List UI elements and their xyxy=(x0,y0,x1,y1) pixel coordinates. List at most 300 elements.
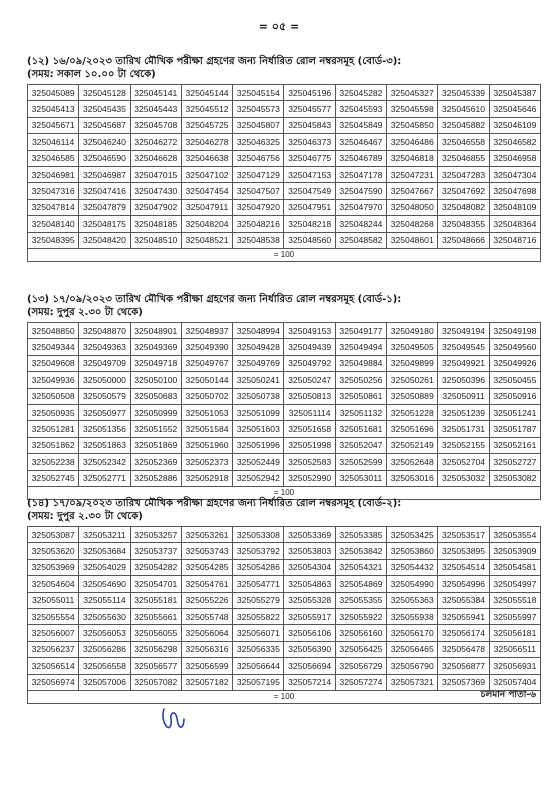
roll-number-cell: 325051681 xyxy=(335,421,386,437)
roll-number-cell: 325056160 xyxy=(335,625,386,641)
roll-number-cell: 325050144 xyxy=(181,372,232,388)
roll-number-cell: 325051099 xyxy=(233,404,284,420)
roll-number-cell: 325054690 xyxy=(79,576,130,592)
roll-number-cell: 325056106 xyxy=(284,625,335,641)
roll-number-cell: 325045144 xyxy=(181,85,232,101)
roll-number-cell: 325054285 xyxy=(181,559,232,575)
roll-number-cell: 325051658 xyxy=(284,421,335,437)
roll-number-cell: 325053743 xyxy=(181,543,232,559)
roll-number-cell: 325047920 xyxy=(233,199,284,215)
roll-number-cell: 325048050 xyxy=(387,199,438,215)
roll-number-cell: 325052727 xyxy=(489,454,540,470)
roll-number-cell: 325056729 xyxy=(335,658,386,674)
roll-number-cell: 325045387 xyxy=(489,85,540,101)
table-row xyxy=(28,608,541,624)
roll-number-cell: 325056316 xyxy=(181,641,232,657)
roll-number-cell: 325053261 xyxy=(181,527,232,543)
roll-number-cell: 325046582 xyxy=(489,134,540,150)
roll-number-cell: 325055363 xyxy=(387,592,438,608)
roll-number-cell: 325055011 xyxy=(28,592,79,608)
total-row xyxy=(28,690,541,703)
roll-number-cell: 325050911 xyxy=(438,388,489,404)
roll-number-cell: 325049769 xyxy=(233,355,284,371)
roll-number-cell: 325045154 xyxy=(233,85,284,101)
roll-number-cell: 325051552 xyxy=(130,421,181,437)
roll-number-cell: 325056931 xyxy=(489,658,540,674)
roll-number-cell: 325053369 xyxy=(284,527,335,543)
total-row xyxy=(28,248,541,261)
roll-number-cell: 325051869 xyxy=(130,437,181,453)
section-title: (১২) ১৬/০৯/২০২৩ তারিখ মৌখিক পরীক্ষা গ্রহণের জন্য নির্ধারিত রোল নম্বরসমূহ (বোর্ড-৩): xyxy=(27,56,402,67)
table-row xyxy=(28,323,541,339)
roll-number-cell: 325046373 xyxy=(284,134,335,150)
roll-number-cell: 325054581 xyxy=(489,559,540,575)
roll-number-cell: 325053011 xyxy=(335,470,386,486)
page-number: = ০৫ = xyxy=(258,20,300,33)
roll-number-cell: 325055328 xyxy=(284,592,335,608)
roll-number-cell: 325045593 xyxy=(335,101,386,117)
roll-number-cell: 325050738 xyxy=(233,388,284,404)
roll-number-cell: 325053895 xyxy=(438,543,489,559)
table-row xyxy=(28,527,541,543)
roll-number-cell: 325054432 xyxy=(387,559,438,575)
table-row xyxy=(28,470,541,486)
roll-number-cell: 325045849 xyxy=(335,117,386,133)
roll-number-cell: 325049921 xyxy=(438,355,489,371)
roll-number-cell: 325050261 xyxy=(387,372,438,388)
roll-number-cell: 325050916 xyxy=(489,388,540,404)
roll-number-cell: 325047015 xyxy=(130,166,181,182)
roll-number-cell: 325047590 xyxy=(335,183,386,199)
roll-number-cell: 325055938 xyxy=(387,608,438,624)
roll-number-cell: 325054282 xyxy=(130,559,181,575)
roll-number-cell: 325054869 xyxy=(335,576,386,592)
roll-number-cell: 325050999 xyxy=(130,404,181,420)
table-row xyxy=(28,101,541,117)
roll-number-cell: 325054990 xyxy=(387,576,438,592)
roll-number-cell: 325055181 xyxy=(130,592,181,608)
roll-number-cell: 325046981 xyxy=(28,166,79,182)
roll-number-cell: 325046486 xyxy=(387,134,438,150)
roll-number-cell: 325048109 xyxy=(489,199,540,215)
table-row xyxy=(28,85,541,101)
roll-number-cell: 325047416 xyxy=(79,183,130,199)
roll-number-cell: 325045850 xyxy=(387,117,438,133)
roll-number-cell: 325056286 xyxy=(79,641,130,657)
roll-number-cell: 325054761 xyxy=(181,576,232,592)
roll-number-cell: 325053620 xyxy=(28,543,79,559)
roll-number-cell: 325046756 xyxy=(233,150,284,166)
table-row xyxy=(28,355,541,371)
section-14 xyxy=(27,497,541,704)
roll-number-cell: 325056181 xyxy=(489,625,540,641)
roll-number-cell: 325050100 xyxy=(130,372,181,388)
roll-number-cell: 325046325 xyxy=(233,134,284,150)
roll-number-cell: 325052155 xyxy=(438,437,489,453)
roll-number-cell: 325050861 xyxy=(335,388,386,404)
roll-number-cell: 325056877 xyxy=(438,658,489,674)
roll-number-cell: 325057006 xyxy=(79,674,130,690)
section-time: (সময়: দুপুর ২.৩০ টা থেকে) xyxy=(27,307,143,318)
roll-number-cell: 325052886 xyxy=(130,470,181,486)
roll-number-cell: 325048870 xyxy=(79,323,130,339)
roll-number-cell: 325056237 xyxy=(28,641,79,657)
roll-number-cell: 325051960 xyxy=(181,437,232,453)
roll-number-cell: 325056511 xyxy=(489,641,540,657)
roll-number-cell: 325051239 xyxy=(438,404,489,420)
roll-number-cell: 325056390 xyxy=(284,641,335,657)
roll-number-cell: 325045843 xyxy=(284,117,335,133)
roll-number-cell: 325046818 xyxy=(387,150,438,166)
roll-number-cell: 325047911 xyxy=(181,199,232,215)
roll-number-cell: 325055554 xyxy=(28,608,79,624)
roll-number-cell: 325053211 xyxy=(79,527,130,543)
roll-number-cell: 325053257 xyxy=(130,527,181,543)
roll-number-cell: 325056577 xyxy=(130,658,181,674)
roll-number-cell: 325046558 xyxy=(438,134,489,150)
roll-number-cell: 325054286 xyxy=(233,559,284,575)
roll-number-cell: 325052047 xyxy=(335,437,386,453)
roll-number-cell: 325051114 xyxy=(284,404,335,420)
table-row xyxy=(28,592,541,608)
signature-stroke xyxy=(163,709,184,728)
roll-number-cell: 325045598 xyxy=(387,101,438,117)
roll-table xyxy=(27,322,541,500)
roll-number-cell: 325056790 xyxy=(387,658,438,674)
roll-number-cell: 325048268 xyxy=(387,216,438,232)
roll-number-cell: 325050508 xyxy=(28,388,79,404)
roll-number-cell: 325056007 xyxy=(28,625,79,641)
roll-number-cell: 325052990 xyxy=(284,470,335,486)
roll-number-cell: 325049899 xyxy=(387,355,438,371)
roll-number-cell: 325056694 xyxy=(284,658,335,674)
roll-number-cell: 325051696 xyxy=(387,421,438,437)
roll-number-cell: 325055822 xyxy=(233,608,284,624)
roll-number-cell: 325049709 xyxy=(79,355,130,371)
roll-number-cell: 325056064 xyxy=(181,625,232,641)
roll-number-cell: 325048994 xyxy=(233,323,284,339)
table-row xyxy=(28,576,541,592)
roll-number-cell: 325046775 xyxy=(284,150,335,166)
section-13 xyxy=(27,293,541,500)
roll-number-cell: 325051863 xyxy=(79,437,130,453)
roll-number-cell: 325048510 xyxy=(130,232,181,248)
roll-number-cell: 325054771 xyxy=(233,576,284,592)
roll-number-cell: 325055997 xyxy=(489,608,540,624)
table-row xyxy=(28,134,541,150)
roll-number-cell: 325054514 xyxy=(438,559,489,575)
roll-number-cell: 325051731 xyxy=(438,421,489,437)
roll-number-cell: 325049180 xyxy=(387,323,438,339)
table-row xyxy=(28,199,541,215)
roll-number-cell: 325046278 xyxy=(181,134,232,150)
roll-number-cell: 325056170 xyxy=(387,625,438,641)
roll-number-cell: 325047283 xyxy=(438,166,489,182)
roll-number-cell: 325048395 xyxy=(28,232,79,248)
roll-number-cell: 325051281 xyxy=(28,421,79,437)
roll-number-cell: 325046585 xyxy=(28,150,79,166)
table-row xyxy=(28,559,541,575)
roll-number-cell: 325053792 xyxy=(233,543,284,559)
roll-number-cell: 325047667 xyxy=(387,183,438,199)
roll-number-cell: 325046240 xyxy=(79,134,130,150)
roll-number-cell: 325045512 xyxy=(181,101,232,117)
roll-number-cell: 325049390 xyxy=(181,339,232,355)
roll-number-cell: 325046109 xyxy=(489,117,540,133)
section-title: (১৩) ১৭/০৯/২০২৩ তারিখ মৌখিক পরীক্ষা গ্রহণের জন্য নির্ধারিত রোল নম্বরসমূহ (বোর্ড-১): xyxy=(27,294,402,305)
roll-number-cell: 325048216 xyxy=(233,216,284,232)
roll-number-cell: 325046590 xyxy=(79,150,130,166)
roll-number-cell: 325048218 xyxy=(284,216,335,232)
roll-number-cell: 325048601 xyxy=(387,232,438,248)
roll-number-cell: 325048175 xyxy=(79,216,130,232)
roll-number-cell: 325046114 xyxy=(28,134,79,150)
roll-number-cell: 325049194 xyxy=(438,323,489,339)
roll-number-cell: 325049884 xyxy=(335,355,386,371)
roll-number-cell: 325053308 xyxy=(233,527,284,543)
roll-number-cell: 325049198 xyxy=(489,323,540,339)
roll-number-cell: 325047316 xyxy=(28,183,79,199)
roll-number-cell: 325049718 xyxy=(130,355,181,371)
roll-number-cell: 325052373 xyxy=(181,454,232,470)
roll-number-cell: 325053087 xyxy=(28,527,79,543)
roll-number-cell: 325045671 xyxy=(28,117,79,133)
total-count: = 100 xyxy=(28,486,541,499)
roll-number-cell: 325057321 xyxy=(387,674,438,690)
roll-number-cell: 325051241 xyxy=(489,404,540,420)
roll-number-cell: 325054321 xyxy=(335,559,386,575)
roll-number-cell: 325053385 xyxy=(335,527,386,543)
roll-number-cell: 325046855 xyxy=(438,150,489,166)
roll-number-cell: 325048420 xyxy=(79,232,130,248)
roll-number-cell: 325049177 xyxy=(335,323,386,339)
roll-number-cell: 325056174 xyxy=(438,625,489,641)
section-time: (সময়: সকাল ১০.০০ টা থেকে) xyxy=(27,69,156,80)
roll-number-cell: 325045725 xyxy=(181,117,232,133)
roll-number-cell: 325047304 xyxy=(489,166,540,182)
roll-number-cell: 325056599 xyxy=(181,658,232,674)
roll-number-cell: 325053554 xyxy=(489,527,540,543)
roll-number-cell: 325056558 xyxy=(79,658,130,674)
roll-number-cell: 325047698 xyxy=(489,183,540,199)
roll-number-cell: 325048355 xyxy=(438,216,489,232)
roll-number-cell: 325053737 xyxy=(130,543,181,559)
roll-number-cell: 325049439 xyxy=(284,339,335,355)
roll-number-cell: 325055748 xyxy=(181,608,232,624)
roll-number-cell: 325049153 xyxy=(284,323,335,339)
roll-number-cell: 325050241 xyxy=(233,372,284,388)
roll-number-cell: 325052161 xyxy=(489,437,540,453)
roll-number-cell: 325047970 xyxy=(335,199,386,215)
roll-number-cell: 325049792 xyxy=(284,355,335,371)
roll-number-cell: 325045413 xyxy=(28,101,79,117)
table-row xyxy=(28,421,541,437)
roll-number-cell: 325047902 xyxy=(130,199,181,215)
roll-number-cell: 325053909 xyxy=(489,543,540,559)
roll-number-cell: 325046467 xyxy=(335,134,386,150)
roll-number-cell: 325047692 xyxy=(438,183,489,199)
roll-number-cell: 325050702 xyxy=(181,388,232,404)
roll-number-cell: 325052238 xyxy=(28,454,79,470)
roll-number-cell: 325050579 xyxy=(79,388,130,404)
roll-number-cell: 325052449 xyxy=(233,454,284,470)
roll-number-cell: 325045708 xyxy=(130,117,181,133)
roll-number-cell: 325057404 xyxy=(489,674,540,690)
roll-number-cell: 325051053 xyxy=(181,404,232,420)
table-row xyxy=(28,150,541,166)
roll-number-cell: 325046958 xyxy=(489,150,540,166)
roll-number-cell: 325052342 xyxy=(79,454,130,470)
table-row xyxy=(28,404,541,420)
total-count: = 100 xyxy=(28,690,541,703)
roll-number-cell: 325049428 xyxy=(233,339,284,355)
roll-number-cell: 325056298 xyxy=(130,641,181,657)
table-row xyxy=(28,454,541,470)
roll-number-cell: 325048901 xyxy=(130,323,181,339)
roll-number-cell: 325054304 xyxy=(284,559,335,575)
roll-number-cell: 325045573 xyxy=(233,101,284,117)
roll-table xyxy=(27,526,541,704)
table-row xyxy=(28,388,541,404)
roll-number-cell: 325055941 xyxy=(438,608,489,624)
roll-number-cell: 325045327 xyxy=(387,85,438,101)
table-row xyxy=(28,216,541,232)
roll-number-cell: 325045339 xyxy=(438,85,489,101)
roll-number-cell: 325046628 xyxy=(130,150,181,166)
roll-number-cell: 325046789 xyxy=(335,150,386,166)
roll-number-cell: 325055917 xyxy=(284,608,335,624)
roll-table xyxy=(27,84,541,262)
roll-number-cell: 325054997 xyxy=(489,576,540,592)
roll-number-cell: 325055384 xyxy=(438,592,489,608)
roll-number-cell: 325045577 xyxy=(284,101,335,117)
table-row xyxy=(28,117,541,133)
roll-number-cell: 325051862 xyxy=(28,437,79,453)
roll-number-cell: 325052599 xyxy=(335,454,386,470)
roll-number-cell: 325047879 xyxy=(79,199,130,215)
roll-number-cell: 325053969 xyxy=(28,559,79,575)
roll-number-cell: 325045610 xyxy=(438,101,489,117)
roll-number-cell: 325045282 xyxy=(335,85,386,101)
roll-number-cell: 325047178 xyxy=(335,166,386,182)
table-row xyxy=(28,543,541,559)
total-count: = 100 xyxy=(28,248,541,261)
roll-number-cell: 325045882 xyxy=(438,117,489,133)
roll-number-cell: 325047814 xyxy=(28,199,79,215)
roll-number-cell: 325057182 xyxy=(181,674,232,690)
roll-number-cell: 325050000 xyxy=(79,372,130,388)
roll-number-cell: 325056974 xyxy=(28,674,79,690)
roll-number-cell: 325049505 xyxy=(387,339,438,355)
roll-number-cell: 325054029 xyxy=(79,559,130,575)
roll-number-cell: 325053684 xyxy=(79,543,130,559)
roll-number-cell: 325054604 xyxy=(28,576,79,592)
roll-number-cell: 325047153 xyxy=(284,166,335,182)
roll-number-cell: 325056514 xyxy=(28,658,79,674)
roll-number-cell: 325048937 xyxy=(181,323,232,339)
signature-mark xyxy=(158,705,188,731)
roll-number-cell: 325048082 xyxy=(438,199,489,215)
roll-number-cell: 325054863 xyxy=(284,576,335,592)
roll-number-cell: 325053032 xyxy=(438,470,489,486)
roll-number-cell: 325055518 xyxy=(489,592,540,608)
roll-number-cell: 325050455 xyxy=(489,372,540,388)
roll-number-cell: 325045807 xyxy=(233,117,284,133)
roll-number-cell: 325049369 xyxy=(130,339,181,355)
roll-number-cell: 325049545 xyxy=(438,339,489,355)
roll-number-cell: 325049936 xyxy=(28,372,79,388)
roll-number-cell: 325049926 xyxy=(489,355,540,371)
table-row xyxy=(28,674,541,690)
roll-number-cell: 325050247 xyxy=(284,372,335,388)
roll-number-cell: 325053082 xyxy=(489,470,540,486)
roll-number-cell: 325052771 xyxy=(79,470,130,486)
roll-number-cell: 325056644 xyxy=(233,658,284,674)
roll-number-cell: 325048716 xyxy=(489,232,540,248)
roll-number-cell: 325057195 xyxy=(233,674,284,690)
roll-number-cell: 325045141 xyxy=(130,85,181,101)
roll-number-cell: 325052369 xyxy=(130,454,181,470)
roll-number-cell: 325057214 xyxy=(284,674,335,690)
table-row xyxy=(28,641,541,657)
roll-number-cell: 325051584 xyxy=(181,421,232,437)
roll-number-cell: 325048140 xyxy=(28,216,79,232)
roll-number-cell: 325052745 xyxy=(28,470,79,486)
roll-number-cell: 325053425 xyxy=(387,527,438,543)
roll-number-cell: 325056335 xyxy=(233,641,284,657)
roll-number-cell: 325055630 xyxy=(79,608,130,624)
roll-number-cell: 325046987 xyxy=(79,166,130,182)
roll-number-cell: 325056425 xyxy=(335,641,386,657)
roll-number-cell: 325045443 xyxy=(130,101,181,117)
table-row xyxy=(28,166,541,182)
table-row xyxy=(28,183,541,199)
roll-number-cell: 325051228 xyxy=(387,404,438,420)
roll-number-cell: 325045435 xyxy=(79,101,130,117)
roll-number-cell: 325055279 xyxy=(233,592,284,608)
roll-number-cell: 325045089 xyxy=(28,85,79,101)
section-time: (সময়: দুপুর ২.৩০ টা থেকে) xyxy=(27,511,143,522)
roll-number-cell: 325050889 xyxy=(387,388,438,404)
table-row xyxy=(28,658,541,674)
roll-number-cell: 325053016 xyxy=(387,470,438,486)
continued-page-note: চলমান পাতা-৬ xyxy=(480,690,536,700)
roll-number-cell: 325052648 xyxy=(387,454,438,470)
table-row xyxy=(28,232,541,248)
roll-number-cell: 325050977 xyxy=(79,404,130,420)
roll-number-cell: 325053842 xyxy=(335,543,386,559)
roll-number-cell: 325055922 xyxy=(335,608,386,624)
roll-number-cell: 325049767 xyxy=(181,355,232,371)
roll-number-cell: 325055661 xyxy=(130,608,181,624)
roll-number-cell: 325051603 xyxy=(233,421,284,437)
roll-number-cell: 325047231 xyxy=(387,166,438,182)
roll-number-cell: 325048666 xyxy=(438,232,489,248)
roll-number-cell: 325051356 xyxy=(79,421,130,437)
roll-number-cell: 325047951 xyxy=(284,199,335,215)
roll-number-cell: 325047430 xyxy=(130,183,181,199)
roll-number-cell: 325048538 xyxy=(233,232,284,248)
roll-number-cell: 325053517 xyxy=(438,527,489,543)
roll-number-cell: 325049494 xyxy=(335,339,386,355)
roll-number-cell: 325046272 xyxy=(130,134,181,150)
roll-number-cell: 325051998 xyxy=(284,437,335,453)
roll-number-cell: 325052942 xyxy=(233,470,284,486)
roll-number-cell: 325045128 xyxy=(79,85,130,101)
table-row xyxy=(28,339,541,355)
roll-number-cell: 325050813 xyxy=(284,388,335,404)
roll-number-cell: 325045687 xyxy=(79,117,130,133)
